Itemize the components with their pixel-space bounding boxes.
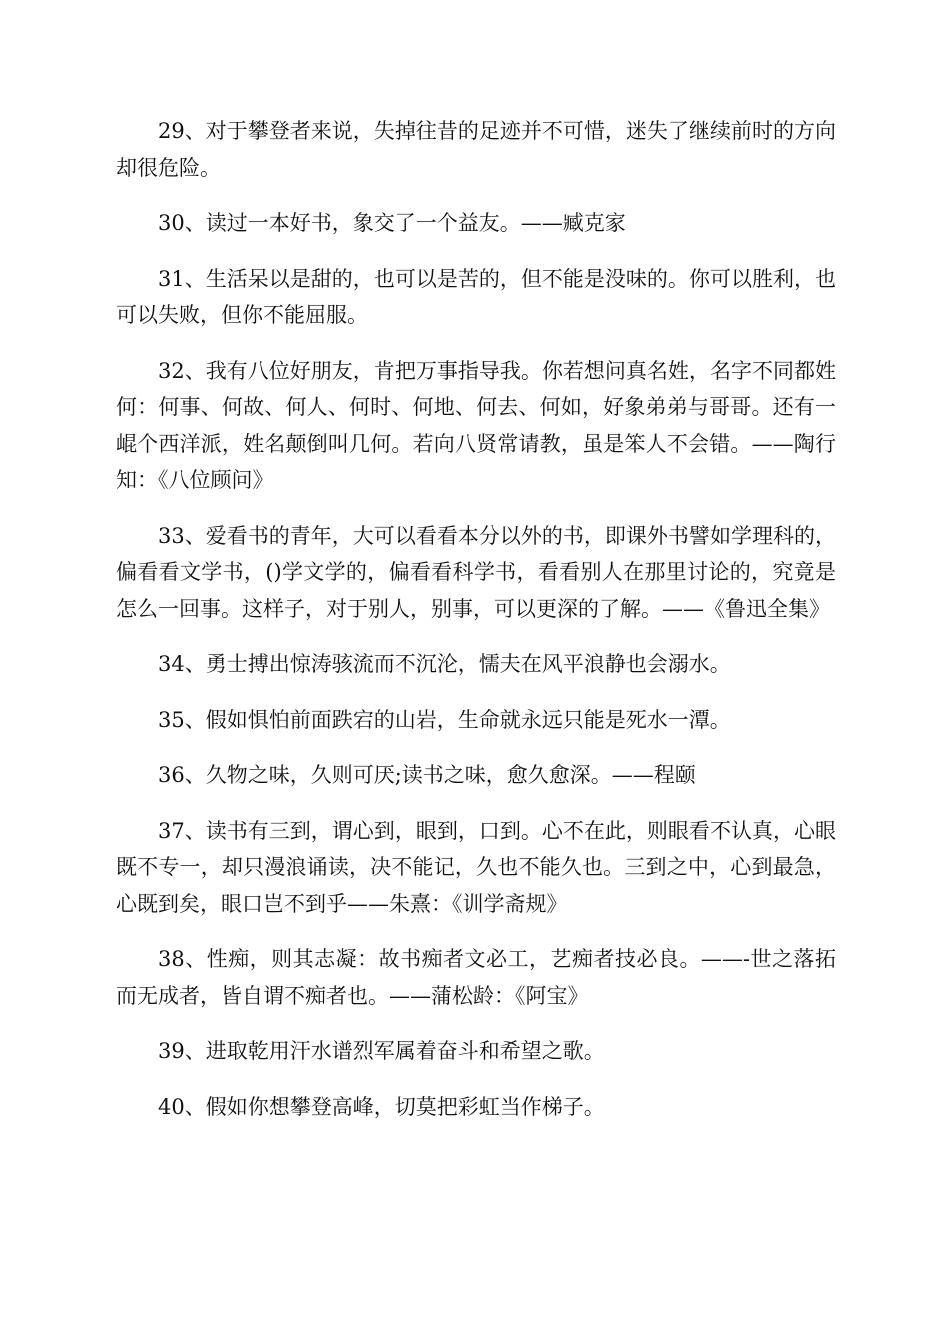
quote-29: 29、对于攀登者来说，失掉往昔的足迹并不可惜，迷失了继续前时的方向却很危险。 xyxy=(116,119,836,180)
quote-36: 36、久物之味，久则可厌;读书之味，愈久愈深。——程颐 xyxy=(158,763,696,787)
quote-34: 34、勇士搏出惊涛骇流而不沉沦，懦夫在风平浪静也会溺水。 xyxy=(158,652,731,676)
quote-40: 40、假如你想攀登高峰，切莫把彩虹当作梯子。 xyxy=(158,1094,605,1119)
quote-32: 32、我有八位好朋友，肯把万事指导我。你若想问真名姓，名字不同都姓何：何事、何故、何人、何时、何地、何去、何如，好象弟弟与哥哥。还有一崐个西洋派，姓名颠倒叫几何。若向八贤常请教，虽是笨人不会错。——陶行知：《八位顾问》 xyxy=(116,358,836,492)
quote-38: 38、性痴，则其志凝：故书痴者文必工，艺痴者技必良。——-世之落拓而无成者，皆自谓不痴者也。——蒲松龄：《阿宝》 xyxy=(116,947,836,1008)
quote-31: 31、生活呆以是甜的，也可以是苦的，但不能是没味的。你可以胜利，也可以失败，但你不能屈服。 xyxy=(116,266,836,327)
quote-33: 33、爱看书的青年，大可以看看本分以外的书，即课外书譬如学理科的，偏看看文学书，()学文学的，偏看看科学书，看看别人在那里讨论的，究竟是怎么一回事。这样子，对于别人，别事，可以更深的了解。——《鲁迅全集》 xyxy=(116,523,836,621)
document-body xyxy=(116,113,836,1144)
quote-39: 39、进取乾用汗水谱烈军属着奋斗和希望之歌。 xyxy=(158,1039,605,1063)
quote-35: 35、假如惧怕前面跌宕的山岩，生命就永远只能是死水一潭。 xyxy=(158,707,731,732)
quote-37: 37、读书有三到，谓心到，眼到，口到。心不在此，则眼看不认真，心眼既不专一，却只漫浪诵读，决不能记，久也不能久也。三到之中，心到最急，心既到矣，眼口岂不到乎——朱熹：《训学斋规》 xyxy=(116,818,836,916)
quote-30: 30、读过一本好书，象交了一个益友。——臧克家 xyxy=(158,211,626,235)
